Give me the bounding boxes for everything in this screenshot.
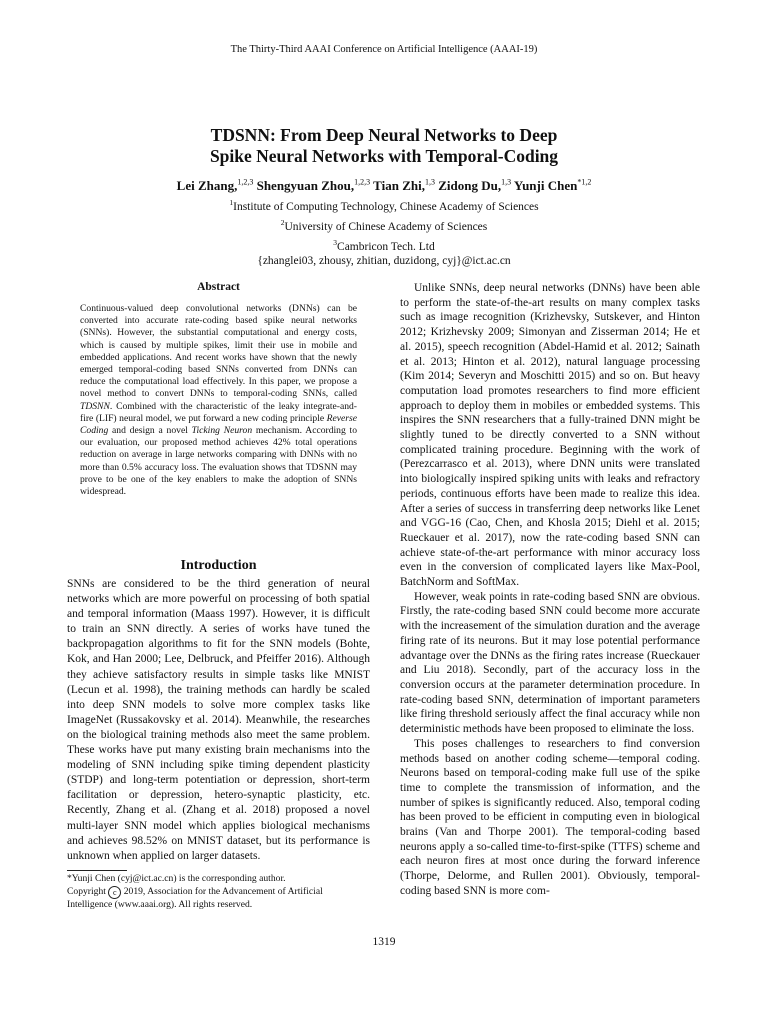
author-emails: {zhanglei03, zhousy, zhitian, duzidong, cyj}@ict.ac.cn: [257, 255, 511, 268]
affiliation: $^3$Cambricon Tech. Ltd: [333, 237, 435, 253]
affiliation: $^1$Institute of Computing Technology, Chinese Academy of Sciences: [229, 198, 539, 213]
corresponding-author-note: *Yunji Chen (cyj@ict.ac.cn) is the corresponding author.: [67, 873, 286, 884]
affiliation: $^2$University of Chinese Academy of Sciences: [280, 217, 488, 233]
abstract-heading: Abstract: [197, 281, 240, 293]
conference-header: The Thirty-Third AAAI Conference on Artificial Intelligence (AAAI-19): [230, 44, 538, 55]
introduction-heading: Introduction: [180, 558, 257, 573]
body-paragraph: Unlike SNNs, deep neural networks (DNNs) have been able to perform the state-of-the-art results on many complex tasks such as image recognition (Krizhevsky, Sutskever, and Hinton 2012; Krizhevsky 2009; Simonyan and Zisserman 2014; He et al. 2015), speech recognition (Abdel-Hamid et al. 2012; Sainath et al. 2013; Hinton et al. 2012), natural language processing (Kim 2014; Severyn and Moschitti 2015) and so on. But heavy computation load promotes researchers to find more efficient approach to deploy them in mobiles or embedded systems. This inspires the SNN researchers that a fully-trained DNN might be slightly tuned to be directly converted to a SNN without complicated training procedure. Beginning with the work of (Perezcarrasco et al. 2013), where DNN units were translated into biologically inspired spiking units with leaks and refractory periods, continuous efforts have been made to realize this idea. After a series of success in transferring deep networks like Lenet and VGG-16 (Cao, Chen, and Khosla 2015; Diehl et al. 2015; Rueckauer et al. 2017), now the rate-coding based SNN can achieve state-of-the-art performance with minor accuracy loss even in the conversion of complicated layers like Max-Pool, BatchNorm and SoftMax.: [400, 282, 700, 589]
title-line-1: TDSNN: From Deep Neural Networks to Deep: [210, 125, 558, 145]
copyright-notice: Copyright c 2019, Association for the Advancement of Artificial Intelligence (www.aaai.org). All rights reserved.: [67, 885, 323, 910]
footnote-divider: [67, 870, 127, 871]
body-paragraph: However, weak points in rate-coding based SNN are obvious. Firstly, the rate-coding based SNN could become more accurate with the increasement of the simulation duration and the average firing rate of its neurons. But it may lose potential performance advantage over the DNNs as the firing rates increase (Rueckauer and Liu 2018). Secondly, part of the accuracy loss in the conversion occurs at the parameter determination procedure. In rate-coding based SNN, determination of important parameters like firing threshold seriously affect the final accuracy while non deterministic methods have been proposed to eliminate the loss.: [400, 590, 700, 736]
author: Yunji Chen$^{*1,2}$: [513, 178, 592, 194]
copyright-icon: c: [108, 886, 121, 899]
author: Zidong Du,$^{1,3}$: [438, 178, 512, 194]
body-paragraph: This poses challenges to researchers to find conversion methods based on another coding scheme—temporal coding. Neurons based on temporal-coding make full use of the spike time to complete the transmission of information, and the number of spikes is significantly reduced. Also, temporal coding has been proved to be efficient in computing even in biological brains (Van and Thorpe 2001). The temporal-coding based neurons apply a so-called time-to-first-spike (TTFS) scheme and each neuron fires at most once during the forward inference (Thorpe, Delorme, and Rullen 2001). Obviously, temporal-coding based SNN is more com-: [400, 737, 700, 897]
affiliations: [0, 195, 768, 269]
footnote: [67, 873, 370, 911]
paper-title: [0, 125, 768, 167]
author: Tian Zhi,$^{1,3}$: [373, 178, 435, 194]
introduction-paragraph: SNNs are considered to be the third generation of neural networks which are more powerful on processing of both spatial and temporal information (Maass 1997). However, it is difficult to train an SNN directly. A series of works have tuned the backpropagation algorithms to fit for the SNN models (Bohte, Kok, and Han 2000; Lee, Delbruck, and Pfeiffer 2016). Although they achieve satisfactory results in simple tasks like MNIST (Lecun et al. 1998), the training methods can hardly be scaled into deep SNN models to solve more complex tasks like ImageNet (Russakovsky et al. 2014). Meanwhile, the researches on the biological training methods also meet the same problem. These works have put many existing brain mechanisms into the modeling of SNN including spike timing dependent plasticity (STDP) and long-term potentiation or depression, short-term facilitation or depression, hetero-synaptic plasticity, etc. Recently, Zhang et al. (Zhang et al. 2018) proposed a novel multi-layer SNN model which applies biological mechanisms and achieves 98.52% on MNIST dataset, but its performance is unknown when applied on larger datasets.: [67, 578, 370, 862]
right-column: [400, 281, 700, 899]
author: Lei Zhang,$^{1,2,3}$: [176, 178, 254, 194]
author: Shengyuan Zhou,$^{1,2,3}$: [256, 178, 371, 194]
author-list: [0, 178, 768, 194]
abstract-text: Continuous-valued deep convolutional networks (DNNs) can be converted into accurate rate-coding based spike neural networks (SNNs). However, the substantial computational and energy costs, which is caused by multiple spikes, limit their use in mobile and embedded applications. And recent works have shown that the newly emerged temporal-coding based SNNs converted from DNNs can reduce the computational load effectively. In this paper, we propose a novel method to convert DNNs to temporal-coding SNNs, called TDSNN. Combined with the characteristic of the leaky integrate-and-fire (LIF) neural model, we put forward a new coding principle Reverse Coding and design a novel Ticking Neuron mechanism. According to our evaluation, our proposed method achieves 42% total operations reduction on average in large networks comparing with DNNs with no more than 0.5% accuracy loss. The evaluation shows that TDSNN may prove to be one of the key enablers to make the adoption of SNNs widespread.: [80, 303, 358, 498]
page-number: 1319: [372, 936, 396, 948]
title-line-2: Spike Neural Networks with Temporal-Coding: [209, 146, 559, 166]
